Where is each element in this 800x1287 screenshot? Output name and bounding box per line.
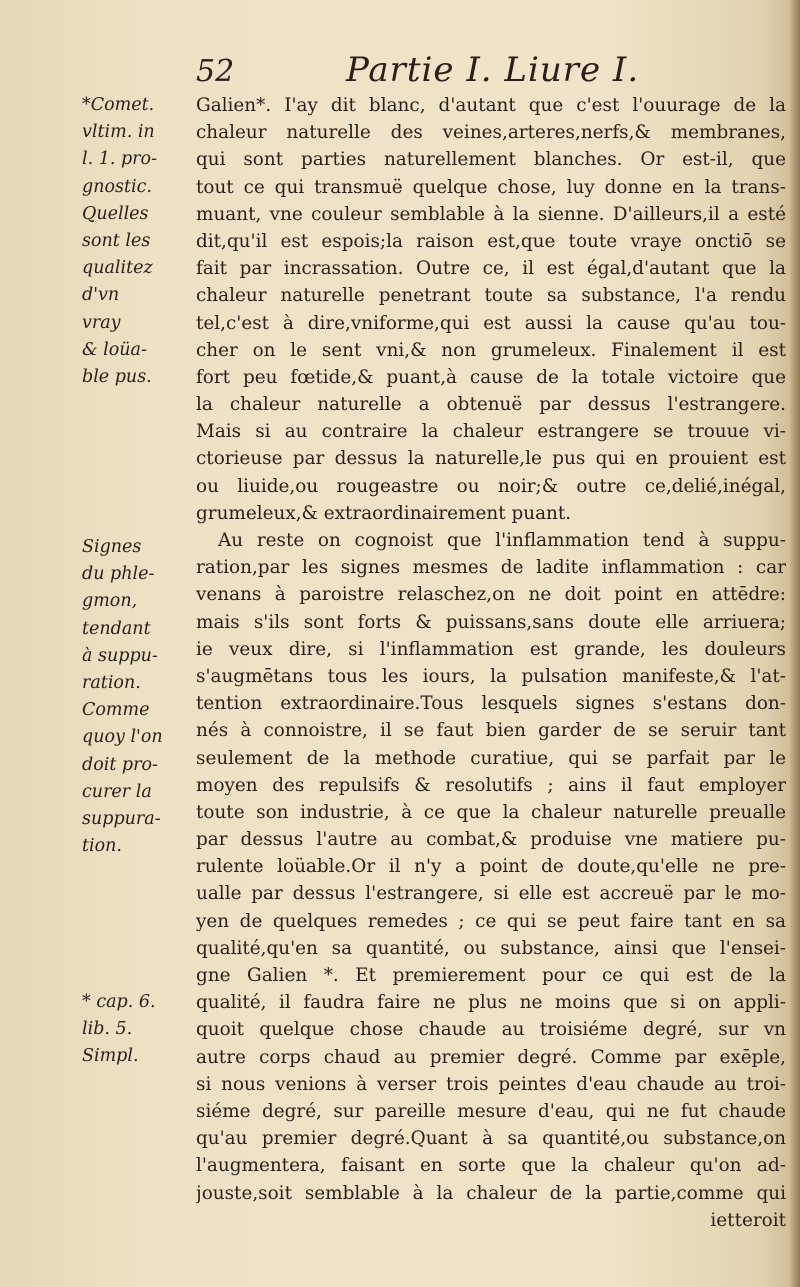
margin-note bbox=[82, 534, 190, 860]
margin-note-line: Simpl. bbox=[82, 1046, 139, 1067]
text-line: rulente loüable.Or il n'y a point de doute,qu'elle ne pre- bbox=[196, 856, 786, 878]
margin-note-line: * cap. 6. bbox=[82, 992, 156, 1012]
margin-note-line: curer la bbox=[82, 781, 152, 802]
text-line: par dessus l'autre au combat,& produise vne matiere pu- bbox=[196, 829, 786, 851]
text-line: la chaleur naturelle a obtenuë par dessus l'estrangere. bbox=[196, 394, 786, 416]
margin-note-line: Quelles bbox=[82, 203, 149, 224]
page-header bbox=[196, 50, 786, 92]
text-line: muant, vne couleur semblable à la sienne. D'ailleurs,il a esté bbox=[196, 203, 786, 225]
text-line: qualité,qu'en sa quantité, ou substance, ainsi que l'ensei- bbox=[196, 937, 786, 959]
text-line: ualle par dessus l'estrangere, si elle est accreuë par le mo- bbox=[196, 883, 786, 905]
text-line: ie veux dire, si l'inflammation est grande, les douleurs bbox=[196, 638, 786, 660]
margin-note-line: qualitez bbox=[82, 258, 153, 279]
margin-note-line: tion. bbox=[82, 836, 122, 857]
text-line: chaleur naturelle penetrant toute sa substance, l'a rendu bbox=[196, 285, 786, 307]
text-line: chaleur naturelle des veines,arteres,nerfs,& membranes, bbox=[196, 122, 786, 144]
margin-note-line: lib. 5. bbox=[82, 1019, 133, 1040]
text-line: si nous venions à verser trois peintes d'eau chaude au troi- bbox=[196, 1073, 786, 1095]
margin-note-line: du phle- bbox=[82, 564, 155, 585]
text-line: tention extraordinaire.Tous lesquels signes s'estans don- bbox=[196, 693, 786, 715]
text-line: Au reste on cognoist que l'inflammation tend à suppu- bbox=[218, 530, 786, 551]
text-line: qualité, il faudra faire ne plus ne moins que si on appli- bbox=[196, 992, 786, 1014]
text-line: fait par incrassation. Outre ce, il est égal,d'autant que la bbox=[196, 258, 786, 280]
text-line: ctorieuse par dessus la naturelle,le pus qui en prouient est bbox=[196, 448, 786, 470]
margin-note-line: vray bbox=[82, 312, 121, 333]
text-line: cher on le sent vni,& non grumeleux. Finalement il est bbox=[196, 339, 786, 361]
text-line: Mais si au contraire la chaleur estrangere se trouue vi- bbox=[196, 421, 786, 443]
text-line: fort peu fœtide,& puant,à cause de la totale victoire que bbox=[196, 366, 786, 388]
text-line: quoit quelque chose chaude au troisiéme degré, sur vn bbox=[196, 1019, 786, 1041]
text-line: mais s'ils sont forts & puissans,sans doute elle arriuera; bbox=[196, 611, 786, 633]
margin-note bbox=[82, 989, 190, 1071]
margin-note-line: l. 1. pro- bbox=[82, 149, 157, 170]
margin-note-line: quoy l'on bbox=[82, 727, 163, 748]
text-line: grumeleux,& extraordinairement puant. bbox=[196, 502, 572, 524]
text-line: venans à paroistre relaschez,on ne doit point en attēdre: bbox=[196, 584, 786, 606]
margin-note-line: *Comet. bbox=[82, 95, 155, 115]
text-line: siéme degré, sur pareille mesure d'eau, qui ne fut chaude bbox=[196, 1100, 786, 1122]
text-line: ration,par les signes mesmes de ladite inflammation : car bbox=[196, 557, 786, 579]
running-title: Partie I. Liure I. bbox=[346, 50, 640, 90]
text-line: Galien*. I'ay dit blanc, d'autant que c'est l'ouurage de la bbox=[196, 95, 786, 116]
text-line: qui sont parties naturellement blanches. Or est-il, que bbox=[196, 149, 786, 171]
page-number: 52 bbox=[196, 54, 235, 89]
margin-note-line: gmon, bbox=[82, 591, 138, 612]
text-line: jouste,soit semblable à la chaleur de la partie,comme qui bbox=[196, 1182, 786, 1204]
text-line: yen de quelques remedes ; ce qui se peut faire tant en sa bbox=[196, 910, 786, 932]
margin-note-line: tendant bbox=[82, 618, 151, 639]
text-line: qu'au premier degré.Quant à sa quantité,ou substance,on bbox=[196, 1128, 786, 1150]
text-line: nés à connoistre, il se faut bien garder de se seruir tant bbox=[196, 720, 786, 742]
text-line: gne Galien *. Et premierement pour ce qui est de la bbox=[196, 965, 786, 986]
text-line: ou liuide,ou rougeastre ou noir;& outre ce,delié,inégal, bbox=[196, 475, 786, 497]
text-line: l'augmentera, faisant en sorte que la chaleur qu'on ad- bbox=[196, 1155, 786, 1177]
margin-note-line: & loüa- bbox=[82, 339, 147, 360]
margin-note-line: sont les bbox=[82, 231, 151, 252]
margin-note bbox=[82, 92, 190, 391]
margin-note-line: gnostic. bbox=[82, 176, 152, 197]
text-line: seulement de la methode curatiue, qui se parfait par le bbox=[196, 747, 786, 769]
text-line: ietteroit bbox=[710, 1209, 786, 1231]
body-text bbox=[196, 92, 786, 1234]
margin-note-line: Signes bbox=[82, 537, 142, 557]
page-edge bbox=[790, 0, 800, 1287]
margin-note-line: vltim. in bbox=[82, 122, 155, 143]
text-line: tel,c'est à dire,vniforme,qui est aussi la cause qu'au tou- bbox=[196, 312, 786, 334]
margin-note-line: ble pus. bbox=[82, 367, 152, 388]
margin-note-line: doit pro- bbox=[82, 754, 158, 775]
margin-note-line: suppura- bbox=[82, 809, 161, 830]
margin-note-line: Comme bbox=[82, 700, 150, 721]
text-line: autre corps chaud au premier degré. Comme par exēple, bbox=[196, 1046, 786, 1068]
margin-note-line: d'vn bbox=[82, 285, 120, 306]
text-line: moyen des repulsifs & resolutifs ; ains il faut employer bbox=[196, 774, 786, 796]
text-line: tout ce qui transmuë quelque chose, luy donne en la trans- bbox=[196, 176, 786, 198]
margin-note-line: à suppu- bbox=[82, 645, 158, 666]
text-line: s'augmētans tous les iours, la pulsation manifeste,& l'at- bbox=[196, 665, 786, 687]
text-line: dit,qu'il est espois;la raison est,que toute vraye onctiō se bbox=[196, 230, 786, 252]
margin-note-line: ration. bbox=[82, 673, 141, 694]
text-line: toute son industrie, à ce que la chaleur naturelle preualle bbox=[196, 801, 786, 823]
